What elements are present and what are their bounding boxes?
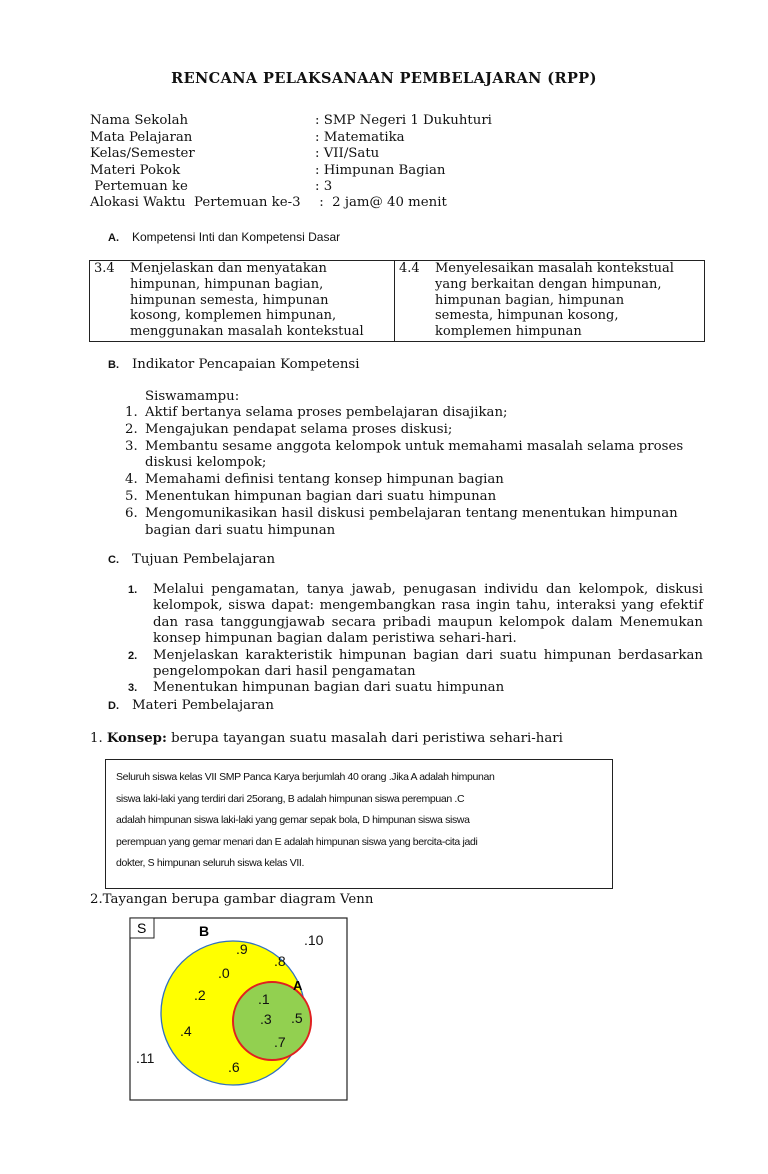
- info-value: : Himpunan Bagian: [315, 163, 446, 178]
- section-letter: D.: [108, 700, 119, 712]
- info-label: Pertemuan ke: [90, 179, 188, 194]
- venn-caption: 2.Tayangan berupa gambar diagram Venn: [90, 892, 374, 907]
- kd-text: menggunakan masalah kontekstual: [130, 324, 364, 340]
- item-text: Menentukan himpunan bagian dari suatu himpunan: [145, 488, 497, 504]
- problem-line: dokter, S himpunan seluruh siswa kelas VII.: [116, 857, 305, 869]
- item-text: Memahami definisi tentang konsep himpunan bagian: [145, 472, 504, 488]
- konsep-text: berupa tayangan suatu masalah dari peristiwa sehari-hari: [166, 731, 563, 746]
- list-item: [125, 472, 710, 489]
- venn-element: .11: [136, 1050, 155, 1066]
- info-value: : VII/Satu: [315, 146, 380, 161]
- section-letter: A.: [108, 232, 119, 244]
- venn-element: .7: [274, 1034, 286, 1050]
- list-item: [125, 439, 710, 473]
- konsep-number: 1.: [90, 731, 103, 746]
- info-value: : 2 jam@ 40 menit: [315, 195, 447, 210]
- section-title: Materi Pembelajaran: [132, 698, 274, 713]
- venn-element: .1: [258, 991, 270, 1007]
- item-number: 2.: [125, 421, 138, 437]
- list-item: [128, 680, 703, 696]
- list-item: [128, 648, 703, 681]
- problem-line: Seluruh siswa kelas VII SMP Panca Karya berjumlah 40 orang .Jika A adalah himpunan: [116, 771, 495, 783]
- kd-number: 4.4: [399, 261, 420, 276]
- list-item: [125, 506, 710, 540]
- venn-element: .4: [180, 1023, 192, 1039]
- section-letter: B.: [108, 359, 119, 371]
- section-letter: C.: [108, 554, 119, 566]
- venn-element: .3: [260, 1011, 272, 1027]
- info-row: [90, 112, 492, 129]
- venn-element: .9: [236, 941, 248, 957]
- info-row: [90, 162, 445, 179]
- item-text: Mengajukan pendapat selama proses diskusi;: [145, 421, 453, 437]
- kd-text: Menjelaskan dan menyatakan: [130, 261, 327, 276]
- list-item: [125, 405, 710, 422]
- set-b-label: B: [199, 923, 210, 939]
- info-row: [90, 178, 332, 195]
- item-text: Menentukan himpunan bagian dari suatu himpunan: [153, 680, 505, 696]
- item-text: Menjelaskan karakteristik himpunan bagian dari suatu himpunan berdasarkan pengelompokan dari hasil pengamatan: [153, 647, 703, 680]
- kd-text: himpunan bagian, himpunan: [435, 292, 625, 308]
- section-title: Kompetensi Inti dan Kompetensi Dasar: [132, 230, 341, 244]
- item-number: 5.: [125, 488, 138, 504]
- item-number: 2.: [128, 649, 138, 662]
- item-number: 3.: [125, 438, 138, 454]
- info-label: Nama Sekolah: [90, 113, 189, 128]
- info-row: [90, 145, 379, 162]
- objective-list: [128, 582, 703, 697]
- konsep-label: Konsep:: [106, 731, 167, 746]
- info-value: : Matematika: [315, 130, 405, 145]
- kd-cell-right: [395, 261, 705, 342]
- section-title: Indikator Pencapaian Kompetensi: [132, 357, 360, 372]
- venn-element: .0: [218, 965, 230, 981]
- item-number: 4.: [125, 472, 138, 488]
- problem-text: [116, 767, 606, 875]
- problem-box: [105, 759, 613, 889]
- info-value: : SMP Negeri 1 Dukuhturi: [315, 113, 492, 128]
- section-c-heading: [108, 551, 275, 569]
- item-text: Membantu sesame anggota kelompok untuk memahami masalah selama proses diskusi kelompok;: [145, 438, 684, 471]
- kd-text: Menyelesaikan masalah kontekstual: [435, 261, 674, 276]
- problem-line: perempuan yang gemar menari dan E adalah himpunan siswa yang bercita-cita jadi: [116, 835, 478, 848]
- kd-number: 3.4: [94, 261, 115, 276]
- venn-element: .6: [228, 1059, 240, 1075]
- item-text: Mengomunikasikan hasil diskusi pembelajaran tentang menentukan himpunan bagian dari suatu himpunan: [145, 505, 678, 538]
- kd-text: semesta, himpunan kosong,: [435, 308, 619, 324]
- info-row: [90, 194, 447, 211]
- item-text: Aktif bertanya selama proses pembelajaran disajikan;: [145, 405, 508, 420]
- info-label: Materi Pokok: [90, 163, 181, 178]
- venn-element: .2: [194, 987, 206, 1003]
- set-a-label: A: [293, 978, 303, 993]
- kd-text: himpunan, himpunan bagian,: [130, 276, 324, 292]
- universe-label: S: [137, 920, 147, 936]
- item-number: 6.: [125, 505, 138, 521]
- item-number: 1.: [125, 405, 138, 420]
- venn-diagram: [128, 917, 350, 1103]
- item-text: Melalui pengamatan, tanya jawab, penugasan individu dan kelompok, diskusi kelompok, siswa dapat: mengembangkan rasa ingin tahu, interaksi yang efektif dan rasa tanggungjawab secara pribadi maupun kelompok dalam Menemukan konsep himpunan bagian dalam peristiwa sehari-hari.: [153, 582, 703, 647]
- section-d-heading: [108, 697, 274, 715]
- list-item: [125, 422, 710, 439]
- page-title: RENCANA PELAKSANAAN PEMBELAJARAN (RPP): [171, 70, 597, 87]
- indicator-intro: Siswamampu:: [145, 389, 240, 404]
- info-label: Alokasi Waktu Pertemuan ke-3: [90, 195, 301, 210]
- section-a-heading: [108, 228, 340, 247]
- indicator-list: [125, 405, 710, 539]
- section-b-heading: [108, 356, 360, 374]
- item-number: 3.: [128, 682, 138, 695]
- info-label: Kelas/Semester: [90, 146, 195, 161]
- list-item: [128, 582, 703, 648]
- kd-text: himpunan semesta, himpunan: [130, 292, 329, 308]
- kd-text: yang berkaitan dengan himpunan,: [435, 276, 662, 292]
- kd-cell-left: [90, 261, 395, 342]
- info-value: : 3: [315, 179, 333, 194]
- konsep-line: [90, 731, 563, 746]
- info-label: Mata Pelajaran: [90, 130, 193, 145]
- venn-element: .5: [291, 1010, 303, 1026]
- venn-element: .8: [274, 953, 286, 969]
- info-row: [90, 129, 405, 146]
- problem-line: adalah himpunan siswa laki-laki yang gemar sepak bola, D himpunan siswa siswa: [116, 814, 470, 826]
- kd-text: komplemen himpunan: [435, 324, 582, 340]
- problem-line: siswa laki-laki yang terdiri dari 25orang, B adalah himpunan siswa perempuan .C: [116, 792, 465, 805]
- section-title: Tujuan Pembelajaran: [132, 552, 276, 567]
- list-item: [125, 489, 710, 506]
- venn-element: .10: [304, 932, 324, 948]
- kd-text: kosong, komplemen himpunan,: [130, 308, 337, 324]
- item-number: 1.: [128, 584, 138, 596]
- kd-table: [89, 260, 705, 342]
